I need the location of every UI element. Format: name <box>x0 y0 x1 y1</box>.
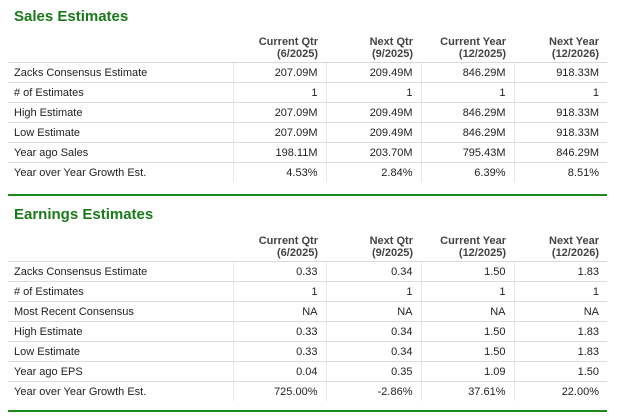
table-header-row <box>8 233 607 262</box>
cell-value: 846.29M <box>421 103 514 123</box>
row-label: Year over Year Growth Est. <box>14 166 147 179</box>
cell-value: 0.04 <box>233 362 326 382</box>
table-row <box>8 63 607 83</box>
cell-value: 0.34 <box>326 322 421 342</box>
row-label: Zacks Consensus Estimate <box>8 63 233 83</box>
cell-value: 207.09M <box>233 123 326 143</box>
earnings-estimates-title: Earnings Estimates <box>14 206 154 223</box>
row-label: Low Estimate <box>8 342 233 362</box>
table-row <box>8 143 607 163</box>
cell-value: NA <box>514 302 607 322</box>
row-label: Low Estimate <box>8 123 233 143</box>
row-label: Most Recent Consensus <box>8 302 233 322</box>
cell-value: 918.33M <box>514 103 607 123</box>
cell-value: 1 <box>514 282 607 302</box>
header-blank <box>8 233 233 262</box>
table-row <box>8 302 607 322</box>
cell-value: 1 <box>326 83 421 103</box>
cell-value: 795.43M <box>421 143 514 163</box>
header-next-qtr: Next Qtr (9/2025) <box>326 34 421 63</box>
cell-value: NA <box>326 302 421 322</box>
table-row <box>8 342 607 362</box>
table-row <box>8 282 607 302</box>
cell-value: 207.09M <box>233 63 326 83</box>
cell-value: 846.29M <box>514 143 607 163</box>
cell-value: -2.86% <box>326 382 421 402</box>
cell-value: NA <box>233 302 326 322</box>
cell-value: 1 <box>421 83 514 103</box>
cell-value: 0.33 <box>233 262 326 282</box>
cell-value: 1.83 <box>514 262 607 282</box>
cell-value: NA <box>421 302 514 322</box>
row-label: Year over Year Growth Est. <box>14 385 147 398</box>
sales-estimates-table <box>8 34 607 182</box>
row-label: # of Estimates <box>8 83 233 103</box>
table-row <box>8 322 607 342</box>
cell-value: 0.34 <box>326 262 421 282</box>
cell-value: 1.50 <box>421 322 514 342</box>
row-label: # of Estimates <box>8 282 233 302</box>
cell-value: 0.33 <box>233 342 326 362</box>
header-next-year: Next Year (12/2026) <box>514 233 607 262</box>
cell-value: 209.49M <box>326 63 421 83</box>
section-divider <box>8 410 607 412</box>
cell-value: 22.00% <box>514 382 607 402</box>
cell-value: 846.29M <box>421 123 514 143</box>
header-blank <box>8 34 233 63</box>
cell-value: 1.50 <box>514 362 607 382</box>
row-label: High Estimate <box>8 322 233 342</box>
cell-value: 0.34 <box>326 342 421 362</box>
row-label: Zacks Consensus Estimate <box>8 262 233 282</box>
header-next-year: Next Year (12/2026) <box>514 34 607 63</box>
cell-value: 2.84% <box>326 163 421 183</box>
cell-value: 6.39% <box>421 163 514 183</box>
row-label: Year ago Sales <box>8 143 233 163</box>
cell-value: 1 <box>326 282 421 302</box>
cell-value: 203.70M <box>326 143 421 163</box>
table-row <box>8 123 607 143</box>
sales-estimates-title: Sales Estimates <box>14 8 129 25</box>
table-row <box>8 382 607 402</box>
cell-value: 918.33M <box>514 63 607 83</box>
header-next-qtr: Next Qtr (9/2025) <box>326 233 421 262</box>
cell-value: 1.83 <box>514 342 607 362</box>
cell-value: 918.33M <box>514 123 607 143</box>
cell-value: 4.53% <box>233 163 326 183</box>
cell-value: 198.11M <box>233 143 326 163</box>
cell-value: 0.35 <box>326 362 421 382</box>
earnings-estimates-section <box>8 197 607 401</box>
cell-value: 1 <box>233 83 326 103</box>
cell-value: 8.51% <box>514 163 607 183</box>
cell-value: 846.29M <box>421 63 514 83</box>
cell-value: 0.33 <box>233 322 326 342</box>
cell-value: 209.49M <box>326 123 421 143</box>
row-label: Year ago EPS <box>8 362 233 382</box>
section-divider <box>8 194 607 196</box>
cell-value: 1.83 <box>514 322 607 342</box>
earnings-estimates-table <box>8 233 607 401</box>
header-current-year: Current Year (12/2025) <box>421 233 514 262</box>
cell-value: 209.49M <box>326 103 421 123</box>
header-current-year: Current Year (12/2025) <box>421 34 514 63</box>
table-row <box>8 163 607 183</box>
cell-value: 1 <box>514 83 607 103</box>
row-label: High Estimate <box>8 103 233 123</box>
cell-value: 1 <box>233 282 326 302</box>
table-row <box>8 262 607 282</box>
cell-value: 207.09M <box>233 103 326 123</box>
sales-estimates-section <box>8 0 607 182</box>
header-current-qtr: Current Qtr (6/2025) <box>233 34 326 63</box>
table-row <box>8 83 607 103</box>
cell-value: 1.09 <box>421 362 514 382</box>
cell-value: 1 <box>421 282 514 302</box>
cell-value: 37.61% <box>421 382 514 402</box>
table-row <box>8 103 607 123</box>
table-row <box>8 362 607 382</box>
header-current-qtr: Current Qtr (6/2025) <box>233 233 326 262</box>
cell-value: 725.00% <box>233 382 326 402</box>
table-header-row <box>8 34 607 63</box>
cell-value: 1.50 <box>421 262 514 282</box>
cell-value: 1.50 <box>421 342 514 362</box>
